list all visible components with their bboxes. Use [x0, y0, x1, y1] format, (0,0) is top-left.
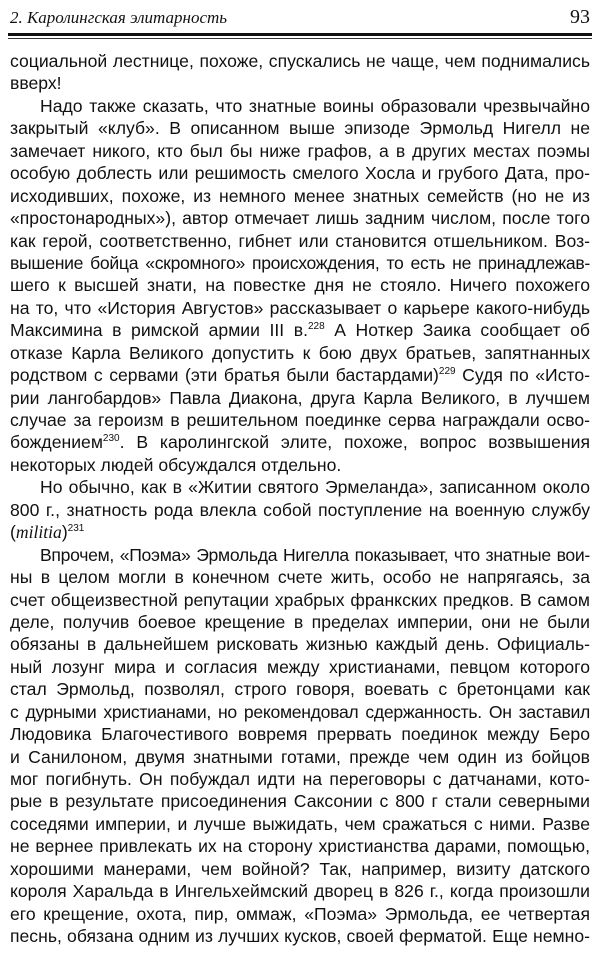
text-run: с дурными христианами, но рекомендовал сдержанность. Он заставил: [10, 701, 590, 722]
text-run: Но обычно, как в «Житии святого Эрмеланда», записанном около: [40, 477, 590, 498]
text-run: ): [61, 522, 68, 543]
text-line: [10, 387, 590, 409]
chapter-title: 2. Каролингская элитарность: [10, 8, 228, 27]
text-line: [10, 768, 590, 790]
text-line: [10, 880, 590, 902]
text-line: [10, 72, 590, 94]
text-line: [10, 162, 590, 184]
running-header: [10, 6, 590, 30]
text-run: некоторых людей обсуждался отдельно.: [10, 454, 342, 475]
text-line: [10, 499, 590, 521]
text-run: ны в целом могли в конечном счете жить, особо не напрягаясь, за: [10, 567, 590, 588]
text-run: А Ноткер Заика сообщает об: [324, 320, 591, 341]
text-run: особую доблесть или решимость смелого Хосла и грубого Дата, про-: [10, 163, 590, 184]
text-line: [10, 297, 590, 319]
text-line: [10, 611, 590, 633]
text-run: . В каролингской элите, похоже, вопрос возвышения: [119, 432, 590, 453]
text-line: [10, 835, 590, 857]
text-run: «простонародных»), автор отмечает лишь задним числом, после того: [10, 208, 590, 229]
text-line: [10, 656, 590, 678]
text-line: [10, 476, 590, 498]
text-run: родством с сервами (эти братья были бастардами): [10, 365, 439, 386]
text-run: Впрочем, «Поэма» Эрмольда Нигелла показывает, что знатные вои-: [40, 544, 590, 565]
text-run: рые в результате присоединения Саксонии с 800 г стали северными: [10, 791, 590, 812]
text-run: на то, что «История Августов» рассказывает о карьере какого-нибудь: [10, 297, 590, 318]
text-line: [10, 117, 590, 139]
text-run: исходивших, похоже, из немного менее знатных семейств (но не из: [10, 185, 590, 206]
text-run: бождением: [10, 432, 103, 453]
text-run: рии лангобардов» Павла Диакона, друга Карла Великого, в лучшем: [10, 387, 590, 408]
text-run: хорошими манерами, чем войной? Так, например, визиту датского: [10, 858, 590, 879]
text-run: деле, получив боевое крещение в пределах империи, они не были: [10, 611, 590, 632]
text-run: (: [10, 522, 16, 543]
text-run: его крещение, охота, пир, оммаж, «Поэма» Эрмольда, ее четвертая: [10, 903, 590, 924]
text-line: [10, 230, 590, 252]
text-line: [10, 319, 590, 341]
header-rule-thin: [8, 38, 592, 39]
text-line: [10, 95, 590, 117]
text-line: [10, 633, 590, 655]
text-line: [10, 589, 590, 611]
text-line: [10, 409, 590, 431]
footnote-ref: 231: [67, 523, 85, 535]
text-run: 800 г., знатность рода влекла собой поступление на военную службу: [10, 499, 590, 520]
text-run: Максимина в римской армии III в.: [10, 320, 308, 341]
footnote-ref: 228: [308, 321, 325, 333]
text-run: песнь, обязана одним из лучших кусков, своей ферматой. Еще немно-: [10, 926, 590, 947]
text-line: [10, 140, 590, 162]
text-run: замечает никого, кто был бы ниже графов, а в других местах поэмы: [10, 140, 590, 161]
footnote-ref: 230: [102, 433, 120, 445]
text-line: [10, 858, 590, 880]
text-line: [10, 566, 590, 588]
text-line: [10, 790, 590, 812]
italic-term: militia: [15, 522, 62, 543]
text-line: [10, 701, 590, 723]
text-line: [10, 746, 590, 768]
text-run: отказе Карла Великого допустить к бою двух братьев, запятнанных: [10, 342, 590, 363]
text-run: Судя по «Исто-: [455, 365, 591, 386]
text-run: обязаны в дальнейшем рисковать жизнью каждый день. Официаль-: [10, 634, 590, 655]
text-run: Надо также сказать, что знатные воины образовали чрезвычайно: [40, 95, 590, 116]
text-line: [10, 50, 590, 72]
text-line: [10, 274, 590, 296]
text-line: [10, 678, 590, 700]
text-line: [10, 364, 590, 386]
text-run: шего к высшей знати, на повестке дня не стояло. Ничего похожего: [10, 275, 590, 296]
text-line: [10, 925, 590, 947]
text-run: социальной лестнице, похоже, спускались не чаще, чем поднимались: [10, 51, 590, 71]
footnote-ref: 229: [438, 366, 456, 378]
text-run: Людовика Благочестивого вовремя прервать поединок между Беро: [10, 724, 590, 745]
text-run: счет общеизвестной репутации храбрых франкских предков. В самом: [10, 589, 590, 610]
text-run: случае за героизм в решительном поединке серва награждали осво-: [10, 410, 590, 430]
text-run: закрытый «клуб». В описанном выше эпизоде Эрмольд Нигелл не: [10, 118, 590, 139]
text-line: [10, 207, 590, 229]
text-run: мог погибнуть. Он побуждал идти на переговоры с датчанами, кото-: [10, 769, 590, 789]
text-line: [10, 723, 590, 745]
text-line: [10, 185, 590, 207]
text-line: [10, 454, 590, 476]
text-run: не вернее привлекать их на сторону христианства дарами, помощью,: [10, 836, 590, 857]
header-rule-thick: [8, 33, 592, 36]
text-line: [10, 521, 590, 543]
text-run: и Санилоном, двумя знатными готами, прежде чем один из бойцов: [10, 746, 590, 767]
text-run: стал Эрмольд, позволял, строго говоря, воевать с бретонцами как: [10, 679, 590, 700]
text-run: вверх!: [10, 73, 62, 94]
text-line: [10, 342, 590, 364]
text-line: [10, 544, 590, 566]
text-line: [10, 252, 590, 274]
page-number: 93: [570, 6, 590, 28]
body-text: [10, 50, 590, 948]
text-run: короля Харальда в Ингельхеймский дворец в 826 г., когда произошли: [10, 881, 590, 902]
text-line: [10, 431, 590, 453]
text-run: ный лозунг мира и согласия между христианами, певцом которого: [10, 656, 590, 677]
text-run: как герой, соответственно, гибнет или становится отшельником. Воз-: [10, 230, 590, 251]
text-line: [10, 813, 590, 835]
text-run: вышение бойца «скромного» происхождения, то есть не принадлежав-: [10, 252, 590, 273]
text-run: соседями империи, и лучше выжидать, чем сражаться с ними. Разве: [10, 813, 590, 834]
text-line: [10, 903, 590, 925]
